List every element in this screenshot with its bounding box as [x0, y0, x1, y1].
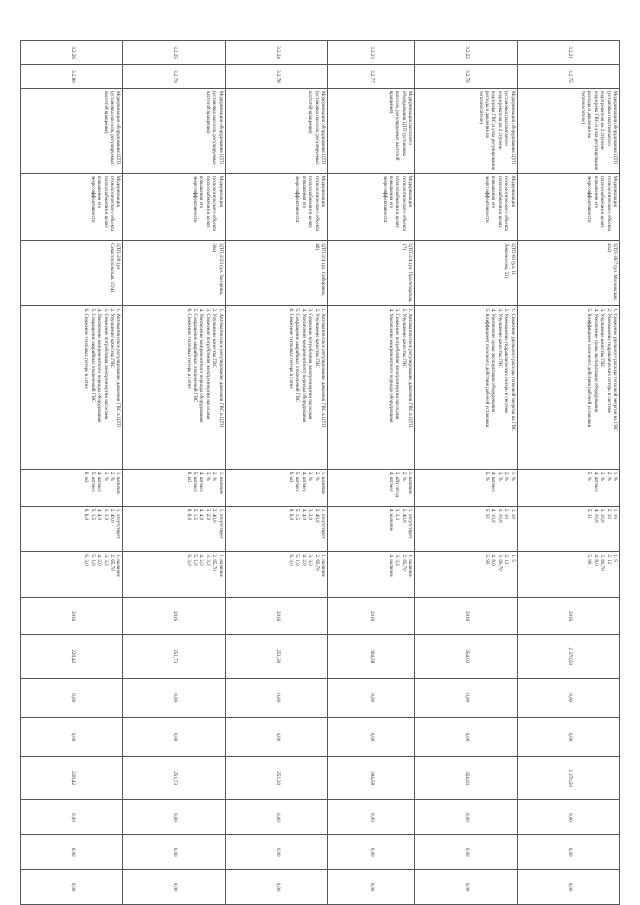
cost-col-f: 0,00 [517, 870, 619, 905]
cost-col-e: 0,00 [21, 835, 123, 870]
units-line: 1. % [509, 471, 515, 481]
measure-goal: Модернизация технологического объекта теплоснабжения в целях повышения его энергоэффективности [415, 173, 517, 240]
indicator-after [225, 552, 327, 598]
row-code: 3.2.75 [517, 64, 619, 88]
cost-col-a: 0,00 [328, 678, 415, 717]
measure-name: Модернизация оборудования ЦТП (установка насосов, регулируемых частотой вращения) [225, 88, 327, 173]
object-location: ЦТП-83 (ул. Н. Ломоносова, 21) [415, 241, 517, 306]
row-number: 3.2.25 [123, 41, 225, 65]
expected-line: 1. Автоматическое регулирование давления ГВС в ЦТП [115, 308, 121, 428]
table-row [123, 41, 225, 905]
before-line: 3. 3,3 [394, 508, 400, 520]
cost-col-b: 0,00 [328, 717, 415, 756]
indicator-units [21, 469, 123, 506]
before-line: 5. 1,5 [89, 508, 95, 520]
before-line: 2. 40,0 [211, 508, 217, 523]
indicator-units [123, 469, 225, 506]
before-line: 4. 10,0 [592, 508, 598, 523]
before-line: 1. отсутствует [407, 508, 413, 539]
measure-goal: Модернизация технологического объекта теплоснабжения в целях повышения его энергоэффективности [123, 173, 225, 240]
units-line: 2. % [503, 471, 509, 481]
cost-col-f: 0,00 [123, 870, 225, 905]
after-line: 6. 3,0 [185, 554, 191, 566]
after-line: 3. 3,3 [394, 554, 400, 566]
expected-line: 2. Улучшение качества ГВС [400, 308, 406, 368]
units-line: 6. м3 [83, 471, 89, 483]
row-number: 3.2.23 [328, 41, 415, 65]
cost-col-f: 0,00 [415, 870, 517, 905]
expected-line: 2. Улучшение качества ГВС [108, 308, 114, 368]
measure-name: Модернизация оборудования ЦТП (установка насосов, регулируемых частотой вращения) [21, 88, 123, 173]
units-line: 1. % [612, 471, 617, 481]
after-line: 5. 1,0 [89, 554, 95, 566]
expected-line: 4. Увеличение межремонтного периода оборудования [388, 308, 394, 423]
row-code: 3.2.78 [225, 64, 327, 88]
expected-line: 5. Коэффициент полезного действия рабочей установки [586, 308, 592, 428]
row-number: 3.2.24 [225, 41, 327, 65]
before-line: 4. наличие [388, 508, 394, 532]
units-line: 1. наличие [320, 471, 326, 495]
after-line: 2. 65,70 [108, 554, 114, 571]
after-line: 3. 3,3 [307, 554, 313, 566]
implementation-year: 2016 [21, 598, 123, 635]
cost-col-a: 0,00 [225, 678, 327, 717]
cost-col-e: 0,00 [225, 835, 327, 870]
cost-col-a: 0,00 [415, 678, 517, 717]
units-line: 4. шт/мес [198, 471, 204, 492]
units-line: 1. наличие [115, 471, 121, 495]
row-number: 3.2.26 [21, 41, 123, 65]
table-row [21, 41, 123, 905]
expected-results [517, 306, 619, 469]
units-line: 2. % [108, 471, 114, 481]
measure-name: Модернизация насосного оборудования ЦТП (установка насосов, регулируемых частотой вращения) [328, 88, 415, 173]
expected-line: 2. Уменьшение гидравлических потерь в системе [605, 308, 611, 414]
object-location: ЦТП-2/4 (ул. Пролетарская, 17) [328, 241, 415, 306]
units-line: 5. шт/мес [192, 471, 198, 492]
measure-goal: Модернизация технологического объекта теплоснабжения в целях повышения его энергоэффективности [517, 173, 619, 240]
indicator-units [415, 469, 517, 506]
after-line: 2. 65,70 [400, 554, 406, 571]
expected-results [415, 306, 517, 469]
after-line: 1. 5 [509, 554, 515, 562]
units-line: 4. шт/мес [388, 471, 394, 492]
cost-col-d: 0,00 [21, 800, 123, 835]
cost-col-b: 0,00 [517, 717, 619, 756]
indicator-after [123, 552, 225, 598]
before-line: 2. 10 [503, 508, 509, 519]
expected-results [225, 306, 327, 469]
after-line: 3. 3,3 [102, 554, 108, 566]
expected-line: 3. Снижение потребления электроэнергии насосами [307, 308, 313, 420]
before-line: 4. 4,0 [300, 508, 306, 520]
cost-col-f: 0,00 [225, 870, 327, 905]
before-line: 3. 2,0 [204, 508, 210, 520]
expected-line: 5. Коэффициент полезного действия рабочей установки [484, 308, 490, 428]
indicator-units [517, 469, 619, 506]
after-line: 5. 90 [484, 554, 490, 565]
units-line: 5. шт/мес [89, 471, 95, 492]
after-line: 1. наличие [407, 554, 413, 577]
units-line: 6. м3 [288, 471, 294, 483]
units-line: 4. шт/мес [490, 471, 496, 492]
implementation-year: 2016 [517, 598, 619, 635]
cost-col-d: 0,00 [225, 800, 327, 835]
row-number: 3.2.22 [415, 41, 517, 65]
before-line: 3. 2,0 [102, 508, 108, 520]
cost-total: 251,30 [225, 635, 327, 679]
cost-total: 2 370,50 [517, 635, 619, 679]
cost-col-c: 251,73 [123, 756, 225, 800]
implementation-year: 2016 [328, 598, 415, 635]
expected-line: 1. Снижение удельного расхода тепловой энергии на ГВС [509, 308, 515, 432]
cost-col-e: 0,00 [123, 835, 225, 870]
after-line: 1. наличие [217, 554, 223, 577]
object-location: ЦТП-2/4 (ул. Сибиряков, 46) [225, 241, 327, 306]
cost-col-e: 0,00 [328, 835, 415, 870]
implementation-year: 2016 [123, 598, 225, 635]
cost-col-c: 394,58 [328, 756, 415, 800]
cost-col-c: 354,03 [415, 756, 517, 800]
implementation-year: 2016 [415, 598, 517, 635]
units-line: 4. шт/мес [300, 471, 306, 492]
expected-line: 5. Сокращение аварийных отключений ГВС [192, 308, 198, 403]
units-line: 3. % [102, 471, 108, 481]
measure-goal: Модернизация технологического объекта теплоснабжения в целях повышения его энергоэффективности [225, 173, 327, 240]
cost-col-b: 0,00 [123, 717, 225, 756]
before-line: 5. 31 [586, 508, 592, 519]
after-line: 5. 1,0 [192, 554, 198, 566]
expected-line: 1. Автоматическое регулирование давления ГВС в ЦТП [320, 308, 326, 428]
before-line: 4. 4,0 [96, 508, 102, 520]
after-line: 2. 12 [503, 554, 509, 565]
indicator-after [328, 552, 415, 598]
expected-line: 1. Автоматическое регулирование давления ГВС в ЦТП [217, 308, 223, 428]
before-line: 1. отсутствует [320, 508, 326, 539]
before-line: 2. 40,0 [313, 508, 319, 523]
indicator-before [328, 506, 415, 552]
after-line: 4. 2,0 [96, 554, 102, 566]
cost-col-a: 0,00 [21, 678, 123, 717]
expected-line: 1. Снижение удельного расхода тепловой энергии на ГВС [612, 308, 617, 432]
after-line: 6. 3,0 [288, 554, 294, 566]
after-line: 2. 65,70 [211, 554, 217, 571]
cost-col-b: 0,00 [225, 717, 327, 756]
row-code: 3.2.80 [21, 64, 123, 88]
cost-col-a: 0,00 [123, 678, 225, 717]
cost-total: 394,58 [328, 635, 415, 679]
expected-line: 6. Снижение тепловых потерь в сетях [185, 308, 191, 389]
object-location: ЦТП-36/7 (ул. Московская, 41а) [517, 241, 619, 306]
table-row [415, 41, 517, 905]
after-line: 4. наличие [388, 554, 394, 577]
row-code: 3.2.79 [123, 64, 225, 88]
after-line: 1. наличие [115, 554, 121, 577]
cost-col-e: 0,00 [517, 835, 619, 870]
indicator-before [21, 506, 123, 552]
expected-line: 2. Уменьшение гидравлических потерь в системе [503, 308, 509, 414]
expected-line: 2. Улучшение качества ГВС [211, 308, 217, 368]
units-line: 6. м3 [185, 471, 191, 483]
units-line: 1. наличие [217, 471, 223, 495]
cost-total: 354,03 [415, 635, 517, 679]
before-line: 6. 6,0 [185, 508, 191, 520]
units-line: 2. % [211, 471, 217, 481]
expected-line: 4. Увеличение межремонтного периода оборудования [198, 308, 204, 423]
after-line: 3. 3,3 [204, 554, 210, 566]
before-line: 2. 40,0 [108, 508, 114, 523]
after-line: 3. 60,70 [599, 554, 605, 571]
after-line: 6. 3,0 [83, 554, 89, 566]
before-line: 1. 10 [612, 508, 617, 519]
before-line: 3. 10,0 [599, 508, 605, 523]
after-line: 4. 8,0 [490, 554, 496, 566]
units-line: 3. % [204, 471, 210, 481]
measure-name: Модернизация оборудования ЦТП (установка пластинчатого подогревателя на 2 ступени подогрева ГВС и узла регулирования расхода и давления на теплоносителе) [517, 88, 619, 173]
units-line: 2. % [605, 471, 611, 481]
table-row [328, 41, 415, 905]
implementation-year: 2016 [225, 598, 327, 635]
cost-col-f: 0,00 [328, 870, 415, 905]
after-line: 4. 8,0 [592, 554, 598, 566]
expected-line: 2. Улучшение качества ГВС [313, 308, 319, 368]
indicator-after [517, 552, 619, 598]
before-line: 5. 31 [484, 508, 490, 519]
expected-results [21, 306, 123, 469]
indicator-before [415, 506, 517, 552]
units-line: 3. % [599, 471, 605, 481]
before-line: 3. 10,0 [496, 508, 502, 523]
cost-col-d: 0,00 [415, 800, 517, 835]
table-row [517, 41, 619, 905]
cost-total: 251,73 [123, 635, 225, 679]
row-code: 3.2.76 [415, 64, 517, 88]
before-line: 5. 1,5 [294, 508, 300, 520]
table-row [225, 41, 327, 905]
after-line: 4. 2,0 [198, 554, 204, 566]
before-line: 4. 10,0 [490, 508, 496, 523]
expected-line: 4. Увеличение срока эксплуатации оборудования [592, 308, 598, 413]
after-line: 3. 60,70 [496, 554, 502, 571]
measure-name: Модернизация оборудования ЦТП (установка насосов, регулируемых частотой вращения) [123, 88, 225, 173]
indicator-before [123, 506, 225, 552]
expected-line: 4. Увеличение межремонтного периода оборудования [300, 308, 306, 423]
after-line: 4. 2,0 [300, 554, 306, 566]
cost-col-b: 0,00 [21, 717, 123, 756]
units-line: 2. % [400, 471, 406, 481]
expected-results [328, 306, 415, 469]
before-line: 4. 4,0 [198, 508, 204, 520]
units-line: 4. шт/мес [96, 471, 102, 492]
measure-goal: Модернизация технологического объекта теплоснабжения в целях повышения его энергоэффективности [21, 173, 123, 240]
object-location: ЦТП-2/8 (ул. Севастопольская, 15/4) [21, 241, 123, 306]
indicator-before [517, 506, 619, 552]
units-line: 2. % [313, 471, 319, 481]
units-line: 4. шт/мес [592, 471, 598, 492]
expected-line: 5. Сокращение аварийных отключений ГВС [294, 308, 300, 403]
before-line: 6. 6,0 [83, 508, 89, 520]
units-line: 3. % [307, 471, 313, 481]
expected-line: 1. Автоматическое регулирование давления ГВС в ЦТП [407, 308, 413, 428]
before-line: 1. отсутствует [217, 508, 223, 539]
measures-table [20, 40, 620, 905]
units-line: 5. % [586, 471, 592, 481]
expected-line: 6. Снижение тепловых потерь в сетях [288, 308, 294, 389]
expected-line: 3. Снижение потребления электроэнергии насосами [394, 308, 400, 420]
units-line: 3. % [496, 471, 502, 481]
indicator-units [328, 469, 415, 506]
before-line: 3. 2,0 [307, 508, 313, 520]
after-line: 1. 5 [612, 554, 617, 562]
units-line: 3. кВт·ч/год [394, 471, 400, 498]
indicator-units [225, 469, 327, 506]
measure-goal: Модернизация технологического объекта теплоснабжения в целях повышения его энергоэффективности [328, 173, 415, 240]
expected-line: 5. Сокращение аварийных отключений ГВС [89, 308, 95, 403]
measure-name: Модернизация оборудования ЦТП (установка пластинчатого подогревателя на 2 ступени подогрева ГВС и узла регулирования расхода и давления на теплоносителе) [415, 88, 517, 173]
cost-col-e: 0,00 [415, 835, 517, 870]
expected-line: 3. Улучшение качества ГВС [496, 308, 502, 368]
after-line: 2. 65,70 [313, 554, 319, 571]
indicator-after [21, 552, 123, 598]
expected-line: 6. Снижение тепловых потерь в сетях [83, 308, 89, 389]
row-number: 3.2.21 [517, 41, 619, 65]
expected-line: 3. Снижение потребления электроэнергии насосами [102, 308, 108, 420]
before-line: 6. 6,0 [288, 508, 294, 520]
cost-col-c: 251,30 [225, 756, 327, 800]
after-line: 5. 90 [586, 554, 592, 565]
cost-col-c: 2 370,50 [517, 756, 619, 800]
before-line: 1. отсутствует [115, 508, 121, 539]
indicator-after [415, 552, 517, 598]
before-line: 5. 1,5 [192, 508, 198, 520]
cost-col-d: 0,00 [328, 800, 415, 835]
indicator-before [225, 506, 327, 552]
cost-col-d: 0,00 [517, 800, 619, 835]
before-line: 1. 10 [509, 508, 515, 519]
after-line: 2. 12 [605, 554, 611, 565]
expected-line: 3. Улучшение качества ГВС [599, 308, 605, 368]
before-line: 2. 10 [605, 508, 611, 519]
after-line: 1. наличие [320, 554, 326, 577]
cost-col-c: 228,42 [21, 756, 123, 800]
object-location: ЦТП-2/23 (ул. Засорина, 30а) [123, 241, 225, 306]
row-code: 3.2.77 [328, 64, 415, 88]
expected-line: 4. Увеличение межремонтного периода оборудования [96, 308, 102, 423]
before-line: 2. 40,0 [400, 508, 406, 523]
units-line: 1. наличие [407, 471, 413, 495]
cost-col-d: 0,00 [123, 800, 225, 835]
cost-col-f: 0,00 [21, 870, 123, 905]
units-line: 5. % [484, 471, 490, 481]
cost-total: 228,42 [21, 635, 123, 679]
units-line: 5. шт/мес [294, 471, 300, 492]
expected-line: 4. Увеличение срока эксплуатации оборудования [490, 308, 496, 413]
after-line: 5. 1,0 [294, 554, 300, 566]
cost-col-b: 0,00 [415, 717, 517, 756]
expected-line: 3. Снижение потребления электроэнергии насосами [204, 308, 210, 420]
expected-results [123, 306, 225, 469]
cost-col-a: 0,00 [517, 678, 619, 717]
